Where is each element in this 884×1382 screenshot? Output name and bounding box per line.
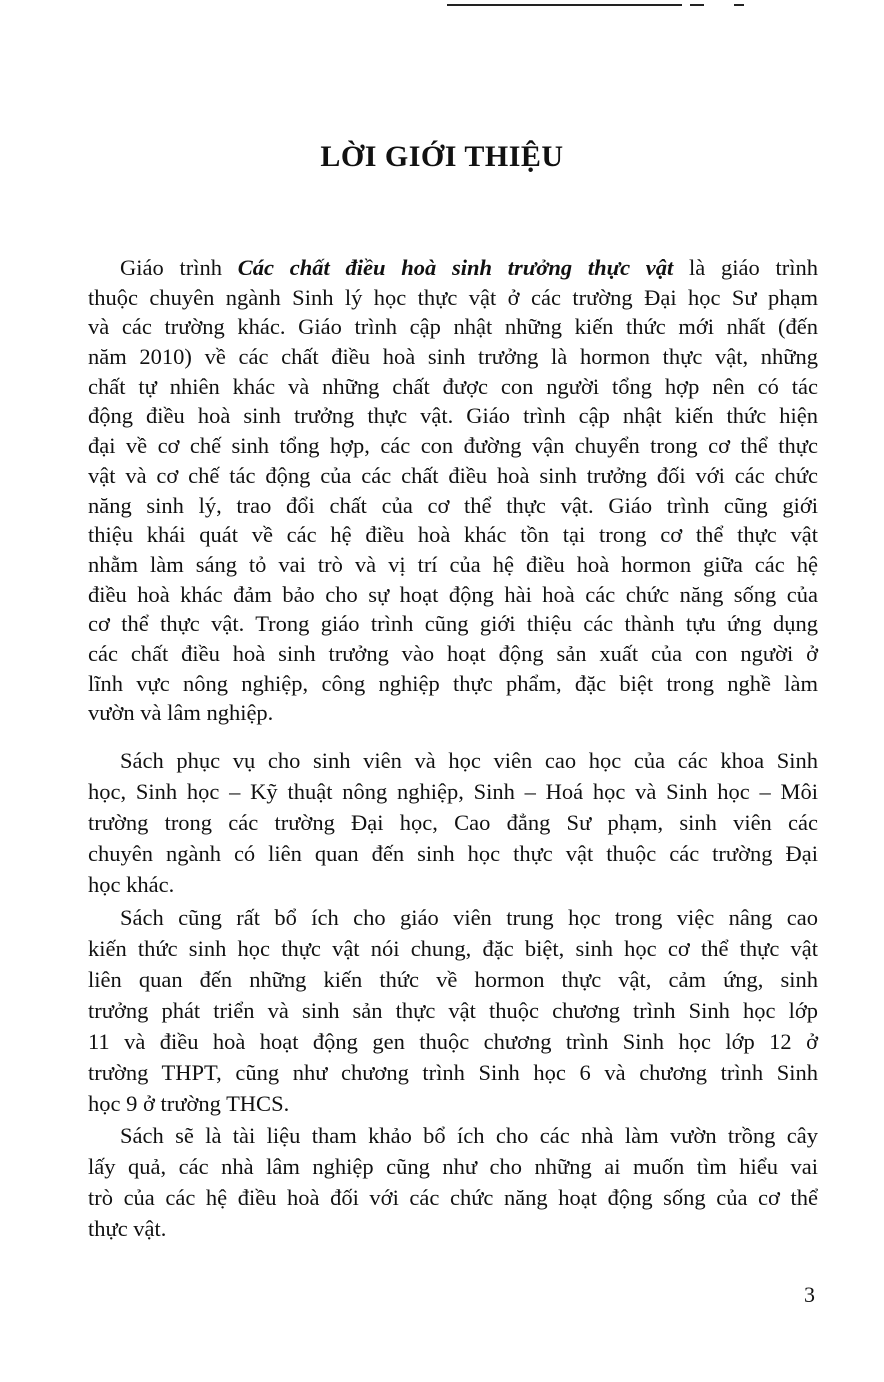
text-line: và các trường khác. Giáo trình cập nhật những kiến thức mới nhất (đến [88,314,818,340]
book-title-emphasis: Các chất điều hoà sinh trưởng thực vật [237,255,674,280]
text-line: vật và cơ chế tác động của các chất điều hoà sinh trưởng đối với các chức [88,462,818,488]
paragraph-3 [88,902,818,1119]
text-line: trưởng phát triển và sinh sản thực vật thuộc chương trình Sinh học lớp [88,998,818,1023]
text-line: liên quan đến những kiến thức về hormon thực vật, cảm ứng, sinh [88,967,818,992]
text-line: 11 và điều hoà hoạt động gen thuộc chương trình Sinh học lớp 12 ở [88,1029,818,1054]
text-line: học, Sinh học – Kỹ thuật nông nghiệp, Sinh – Hoá học và Sinh học – Môi [88,779,818,804]
paragraph-2 [88,745,818,900]
text-line: các chất điều hoà sinh trưởng vào hoạt động sản xuất của con người ở [88,640,818,666]
text-line: lĩnh vực nông nghiệp, công nghiệp thực phẩm, đặc biệt trong nghề làm [88,670,818,696]
text-line: học 9 ở trường THCS. [88,1091,290,1116]
page-number: 3 [804,1282,815,1307]
paragraph-4 [88,1120,818,1244]
text-line: Sách phục vụ cho sinh viên và học viên cao học của các khoa Sinh [120,748,818,773]
text-line: Sách sẽ là tài liệu tham khảo bổ ích cho các nhà làm vườn trồng cây [120,1123,818,1148]
text-span: là giáo trình [673,255,819,280]
header-rule-dash [734,4,744,6]
text-line: trò của các hệ điều hoà đối với các chức năng hoạt động sống của cơ thể [88,1185,818,1210]
text-line: thực vật. [88,1216,167,1241]
text-line: Sách cũng rất bổ ích cho giáo viên trung học trong việc nâng cao [120,905,818,930]
page-title: LỜI GIỚI THIỆU [320,140,564,173]
text-line: cơ thể thực vật. Trong giáo trình cũng giới thiệu các thành tựu ứng dụng [88,611,818,637]
header-rule-dash [690,4,704,6]
text-line: vườn và lâm nghiệp. [88,700,274,726]
text-span: Giáo trình [120,255,238,280]
text-line: điều hoà khác đảm bảo cho sự hoạt động hài hoà các chức năng sống của [88,581,818,607]
text-line: năm 2010) về các chất điều hoà sinh trưởng là hormon thực vật, những [88,344,818,370]
text-line: nhằm làm sáng tỏ vai trò và vị trí của hệ điều hoà hormon giữa các hệ [88,551,818,577]
header-rule [447,4,682,6]
text-line: trường trong các trường Đại học, Cao đẳng Sư phạm, sinh viên các [88,810,818,835]
text-line: trường THPT, cũng như chương trình Sinh học 6 và chương trình Sinh [88,1060,818,1085]
text-line: chất tự nhiên khác và những chất được con người tổng hợp nên có tác [88,373,818,399]
text-line [88,253,818,283]
text-line: thuộc chuyên ngành Sinh lý học thực vật ở các trường Đại học Sư phạm [88,284,818,310]
paragraph-1 [88,253,818,728]
text-line: lấy quả, các nhà lâm nghiệp cũng như cho những ai muốn tìm hiểu vai [88,1154,818,1179]
text-line: chuyên ngành có liên quan đến sinh học thực vật thuộc các trường Đại [88,841,818,866]
text-line: học khác. [88,872,175,897]
text-line: động điều hoà sinh trưởng thực vật. Giáo trình cập nhật kiến thức hiện [88,403,818,429]
text-line: thiệu khái quát về các hệ điều hoà khác tồn tại trong cơ thể thực vật [88,522,818,548]
text-line: năng sinh lý, trao đổi chất của cơ thể thực vật. Giáo trình cũng giới [88,492,818,518]
text-line: kiến thức sinh học thực vật nói chung, đặc biệt, sinh học cơ thể thực vật [88,936,818,961]
text-line: đại về cơ chế sinh tổng hợp, các con đường vận chuyển trong cơ thể thực [88,433,818,459]
